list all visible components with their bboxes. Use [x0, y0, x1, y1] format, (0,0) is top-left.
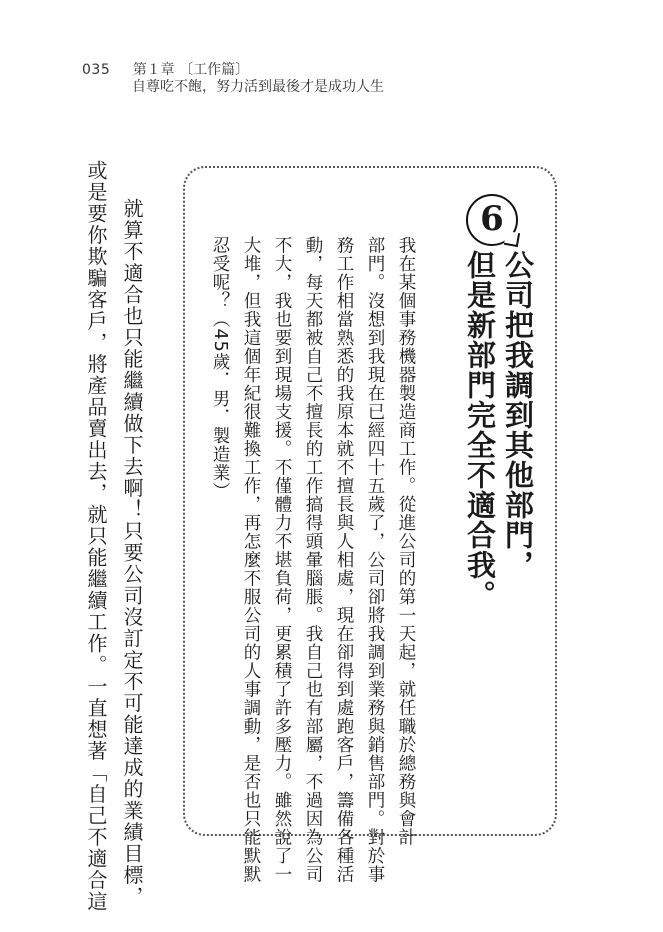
question-title-line-2: 但是新部門完全不適合我。: [463, 250, 497, 610]
question-body-line-1: 我在某個事務機器製造商工作。從進公司的第一天起，就任職於總務與會計: [396, 236, 416, 847]
answer-line-1: 就算不適合也只能繼續做下去啊！只要公司沒訂定不可能達成的業績目標，: [120, 198, 144, 908]
question-body-line-4: 動，每天都被自己不擅長的工作搞得頭暈腦脹。我自己也有部屬，不過因為公司: [303, 236, 323, 884]
question-body-line-3: 務工作相當熟悉的我原本就不擅長與人相處，現在卻得到處跑客戶，籌備各種活: [334, 236, 354, 884]
question-body-line-2: 部門。沒想到我現在已經四十五歲了，公司卻將我調到業務與銷售部門。對於事: [365, 236, 385, 884]
speech-tail-icon: [504, 231, 520, 247]
page-number: 035: [82, 62, 111, 78]
chapter-label: 第１章 〔工作篇〕: [132, 62, 250, 78]
question-body-line-7: 忍受呢？（45歲．男．製造業）: [210, 236, 230, 501]
running-header: [82, 62, 384, 96]
question-number: 6: [480, 199, 504, 239]
question-body-line-5: 不大，我也要到現場支援。不僅體力不堪負荷，更累積了許多壓力。雖然說了一: [272, 236, 292, 884]
question-body-line-6: 大堆，但我這個年紀很難換工作，再怎麼不服公司的人事調動，是否也只能默默: [241, 236, 261, 884]
question-title-line-1: 公司把我調到其他部門，: [501, 250, 535, 580]
answer-line-2: 或是要你欺騙客戶，將產品賣出去，就只能繼續工作。一直想著「自己不適合這: [84, 160, 108, 913]
chapter-subtitle: 自尊吃不飽，努力活到最後才是成功人生: [132, 79, 384, 95]
